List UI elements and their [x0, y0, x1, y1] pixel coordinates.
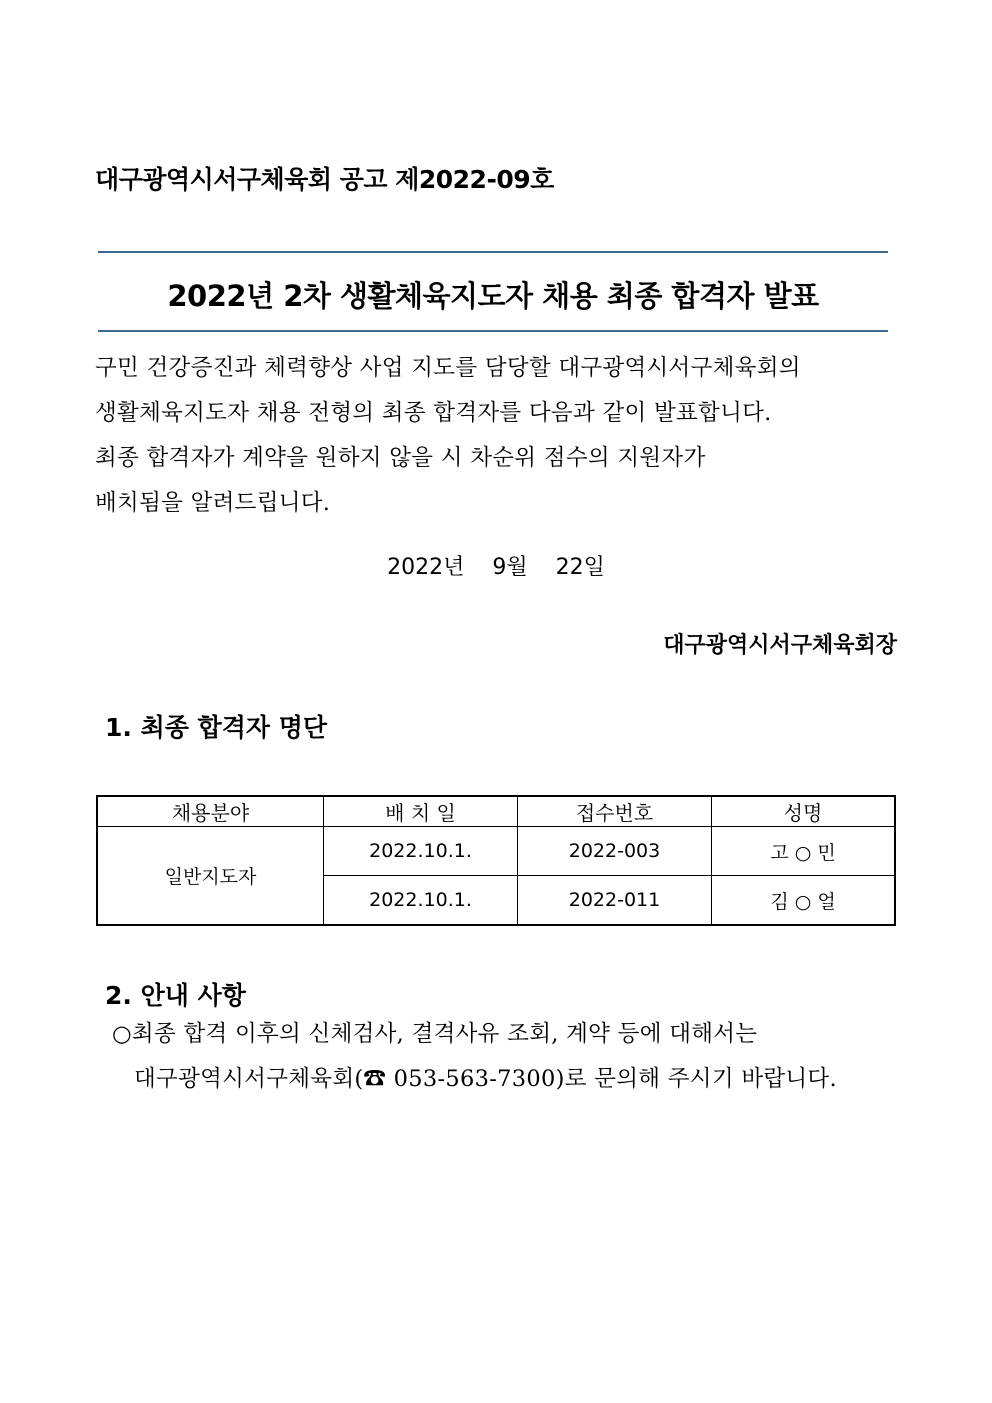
guide-paragraph: [112, 1012, 837, 1102]
cell-field: 일반지도자: [97, 827, 324, 926]
guide-line: 대구광역시서구체육회(☎ 053-563-7300)로 문의해 주시기 바랍니다.: [134, 1066, 837, 1092]
table-header-row: [97, 796, 895, 827]
cell-date: 2022.10.1.: [324, 827, 518, 876]
intro-line: 생활체육지도자 채용 전형의 최종 합격자를 다음과 같이 발표합니다.: [95, 400, 772, 426]
cell-receipt: 2022-011: [518, 876, 712, 926]
section1-heading: 1. 최종 합격자 명단: [105, 713, 328, 742]
intro-line: 구민 건강증진과 체력향상 사업 지도를 담당할 대구광역시서구체육회의: [95, 355, 801, 381]
announcement-date: 2022년 9월 22일: [387, 555, 605, 580]
cell-receipt: 2022-003: [518, 827, 712, 876]
intro-line: 배치됨을 알려드립니다.: [95, 490, 331, 516]
cell-name: 김 ○ 얼: [712, 876, 896, 926]
title-top-rule: [98, 251, 888, 253]
intro-line: 최종 합격자가 계약을 원하지 않을 시 차순위 점수의 지원자가: [95, 445, 706, 471]
notice-number: 대구광역시서구체육회 공고 제2022-09호: [95, 165, 554, 194]
cell-date: 2022.10.1.: [324, 876, 518, 926]
page-title: 2022년 2차 생활체육지도자 채용 최종 합격자 발표: [167, 279, 819, 313]
column-header-field: 채용분야: [97, 796, 324, 827]
guide-line: ○최종 합격 이후의 신체검사, 결격사유 조회, 계약 등에 대해서는: [112, 1021, 758, 1047]
table-row: [97, 827, 895, 876]
title-bottom-rule: [98, 330, 888, 332]
column-header-receipt: 접수번호: [518, 796, 712, 827]
column-header-name: 성명: [712, 796, 896, 827]
signer: 대구광역시서구체육회장: [663, 632, 897, 658]
intro-paragraph: [95, 346, 801, 526]
section2-heading: 2. 안내 사항: [105, 981, 246, 1010]
column-header-date: 배 치 일: [324, 796, 518, 827]
cell-name: 고 ○ 민: [712, 827, 896, 876]
final-candidates-table: [96, 795, 896, 926]
